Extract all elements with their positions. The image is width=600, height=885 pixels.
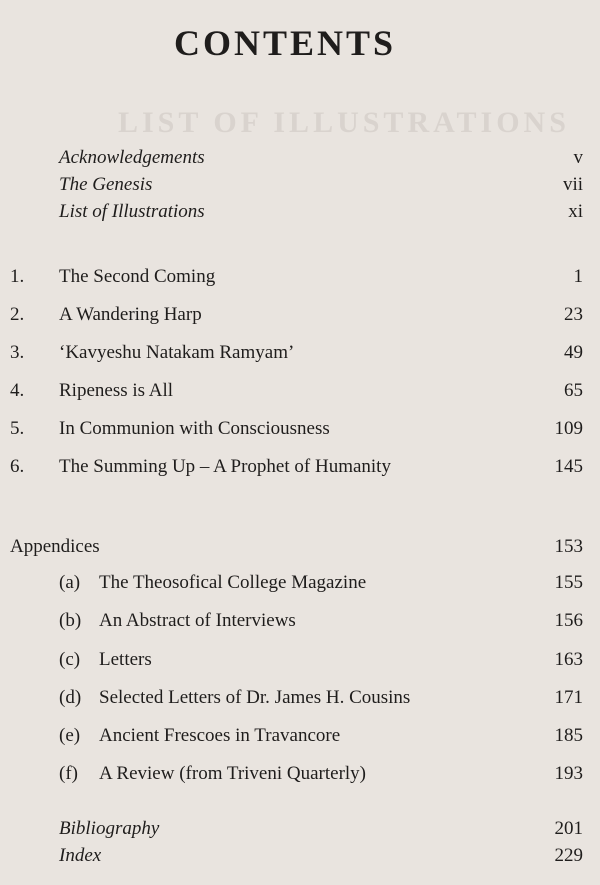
toc-entry-genesis[interactable] bbox=[0, 171, 600, 199]
appendix-page: 171 bbox=[554, 687, 583, 708]
page-title: CONTENTS bbox=[173, 23, 397, 63]
toc-appendix-e[interactable] bbox=[0, 722, 600, 750]
chapter-page: 1 bbox=[573, 266, 583, 287]
chapter-title: The Second Coming bbox=[59, 266, 216, 287]
appendix-title: Ancient Frescoes in Travancore bbox=[99, 725, 341, 746]
toc-entry-list-of-illustrations[interactable] bbox=[0, 198, 600, 226]
appendix-title: The Theosofical College Magazine bbox=[99, 572, 367, 593]
chapter-title: The Summing Up – A Prophet of Humanity bbox=[59, 456, 391, 477]
toc-entry-index[interactable] bbox=[0, 842, 600, 870]
show-through-text: LIST OF ILLUSTRATIONS bbox=[118, 106, 570, 139]
toc-entry-page: 229 bbox=[554, 845, 583, 866]
appendix-page: 163 bbox=[554, 649, 583, 670]
appendix-title: Letters bbox=[99, 649, 152, 670]
chapter-page: 145 bbox=[554, 456, 583, 477]
chapter-page: 65 bbox=[564, 380, 583, 401]
chapter-title: A Wandering Harp bbox=[59, 304, 202, 325]
toc-appendix-c[interactable] bbox=[0, 646, 600, 674]
chapter-page: 109 bbox=[554, 418, 583, 439]
toc-appendix-d[interactable] bbox=[0, 684, 600, 712]
toc-entry-page: v bbox=[573, 147, 583, 168]
toc-entry-label: The Genesis bbox=[59, 174, 153, 195]
appendix-letter: (a) bbox=[59, 572, 81, 593]
appendix-page: 193 bbox=[554, 763, 583, 784]
appendices-page: 153 bbox=[554, 536, 583, 557]
appendix-letter: (f) bbox=[59, 763, 78, 784]
appendix-letter: (e) bbox=[59, 725, 81, 746]
toc-entry-page: vii bbox=[562, 174, 583, 195]
chapter-page: 49 bbox=[564, 342, 583, 363]
toc-entry-page: 201 bbox=[554, 818, 583, 839]
appendix-letter: (c) bbox=[59, 649, 81, 670]
chapter-number: 5. bbox=[10, 418, 25, 439]
toc-appendix-f[interactable] bbox=[0, 760, 600, 788]
appendix-page: 155 bbox=[554, 572, 583, 593]
chapter-page: 23 bbox=[564, 304, 583, 325]
appendices-label: Appendices bbox=[10, 536, 100, 557]
toc-chapter-5[interactable] bbox=[0, 415, 600, 443]
appendix-letter: (b) bbox=[59, 610, 82, 631]
chapter-number: 6. bbox=[10, 456, 25, 477]
chapter-title: In Communion with Consciousness bbox=[59, 418, 330, 439]
toc-chapter-2[interactable] bbox=[0, 301, 600, 329]
chapter-number: 2. bbox=[10, 304, 25, 325]
toc-chapter-3[interactable] bbox=[0, 339, 600, 367]
appendix-title: An Abstract of Interviews bbox=[99, 610, 296, 631]
toc-entry-acknowledgements[interactable] bbox=[0, 144, 600, 172]
appendix-letter: (d) bbox=[59, 687, 82, 708]
toc-entry-label: List of Illustrations bbox=[59, 201, 205, 222]
chapter-title: Ripeness is All bbox=[59, 380, 174, 401]
chapter-title: ‘Kavyeshu Natakam Ramyam’ bbox=[59, 342, 295, 363]
toc-entry-label: Bibliography bbox=[59, 818, 160, 839]
toc-chapter-1[interactable] bbox=[0, 263, 600, 291]
appendix-page: 156 bbox=[554, 610, 583, 631]
chapter-number: 4. bbox=[10, 380, 25, 401]
toc-appendix-a[interactable] bbox=[0, 569, 600, 597]
toc-chapter-4[interactable] bbox=[0, 377, 600, 405]
toc-appendix-b[interactable] bbox=[0, 607, 600, 635]
toc-entry-bibliography[interactable] bbox=[0, 815, 600, 843]
toc-chapter-6[interactable] bbox=[0, 453, 600, 481]
toc-entry-page: xi bbox=[568, 201, 583, 222]
toc-entry-label: Acknowledgements bbox=[59, 147, 205, 168]
appendix-title: Selected Letters of Dr. James H. Cousins bbox=[99, 687, 411, 708]
appendix-title: A Review (from Triveni Quarterly) bbox=[99, 763, 367, 784]
chapter-number: 3. bbox=[10, 342, 25, 363]
toc-appendices[interactable] bbox=[0, 533, 600, 561]
toc-entry-label: Index bbox=[59, 845, 102, 866]
appendix-page: 185 bbox=[554, 725, 583, 746]
chapter-number: 1. bbox=[10, 266, 25, 287]
